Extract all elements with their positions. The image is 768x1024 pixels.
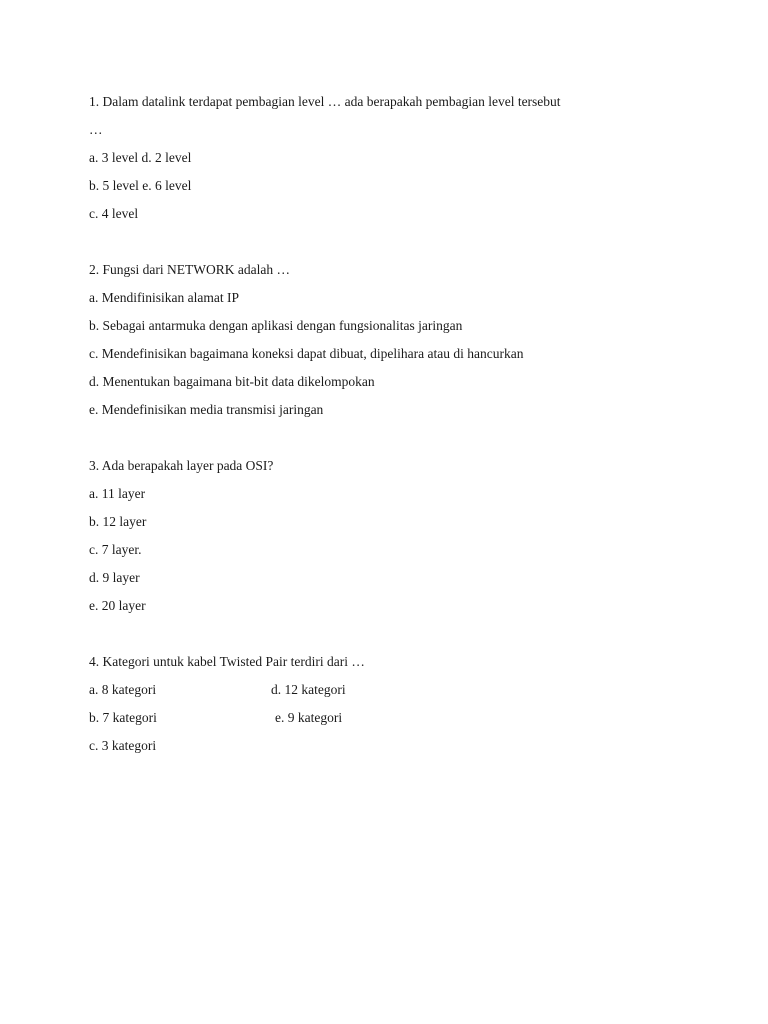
question-1-continuation: … — [89, 122, 103, 137]
question-4-option: d. 12 kategori — [271, 682, 346, 697]
question-1-option: b. 5 level e. 6 level — [89, 178, 192, 193]
question-3-option: a. 11 layer — [89, 486, 146, 501]
question-1-option: a. 3 level d. 2 level — [89, 150, 192, 165]
question-2-option: e. Mendefinisikan media transmisi jaringan — [89, 402, 324, 417]
question-3-text: 3. Ada berapakah layer pada OSI? — [89, 458, 274, 473]
question-3-option: b. 12 layer — [89, 514, 147, 529]
question-2-option: c. Mendefinisikan bagaimana koneksi dapat dibuat, dipelihara atau di hancurkan — [89, 346, 524, 361]
question-2-option: b. Sebagai antarmuka dengan aplikasi dengan fungsionalitas jaringan — [89, 318, 463, 333]
question-4-option: c. 3 kategori — [89, 738, 157, 753]
question-3-option: c. 7 layer. — [89, 542, 142, 557]
question-3-option: d. 9 layer — [89, 570, 140, 585]
question-2-option: a. Mendifinisikan alamat IP — [89, 290, 239, 305]
question-3-option: e. 20 layer — [89, 598, 146, 613]
question-4-option: a. 8 kategori — [89, 682, 157, 697]
question-4-option: e. 9 kategori — [275, 710, 343, 725]
question-2-option: d. Menentukan bagaimana bit-bit data dikelompokan — [89, 374, 375, 389]
question-4-text: 4. Kategori untuk kabel Twisted Pair terdiri dari … — [89, 654, 365, 669]
question-1-text: 1. Dalam datalink terdapat pembagian level … ada berapakah pembagian level tersebut — [89, 94, 561, 109]
question-2-text: 2. Fungsi dari NETWORK adalah … — [89, 262, 290, 277]
question-4-option: b. 7 kategori — [89, 710, 157, 725]
question-1-option: c. 4 level — [89, 206, 139, 221]
